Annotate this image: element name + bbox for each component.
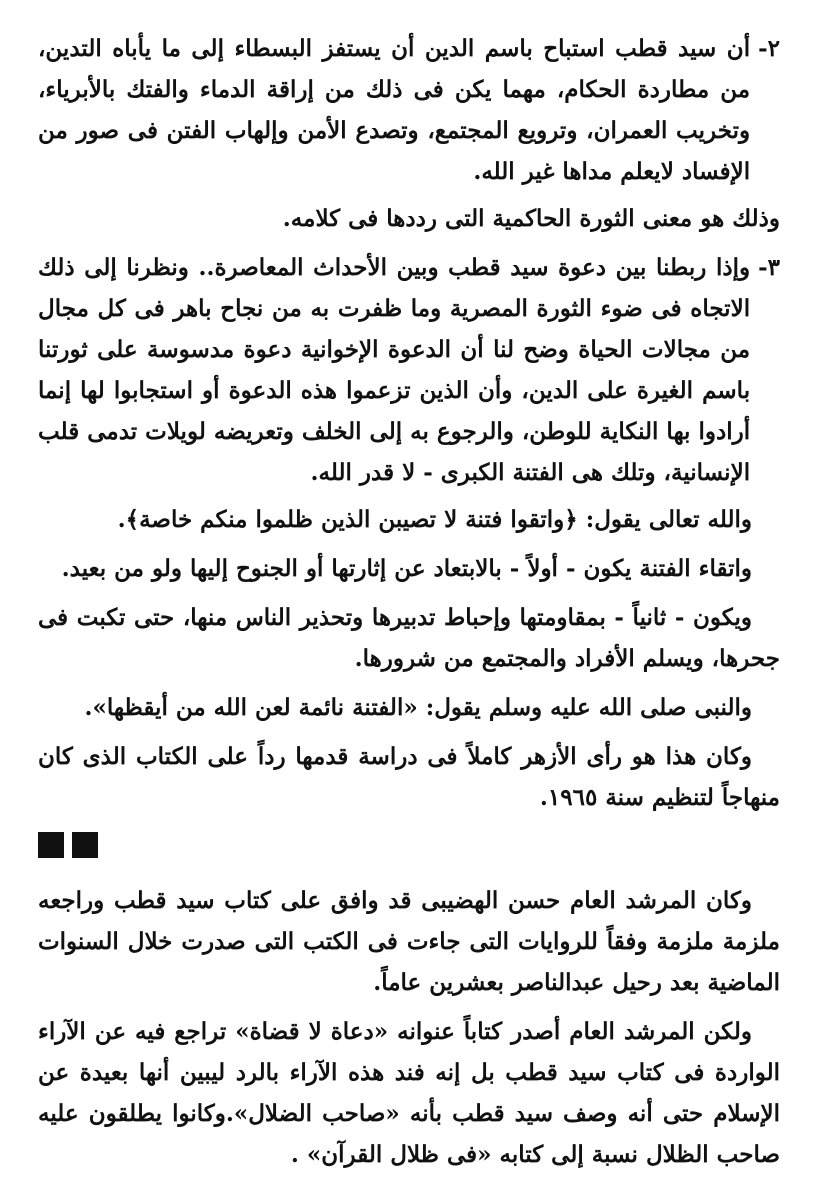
item-text: وإذا ربطنا بين دعوة سيد قطب وبين الأحداث المعاصرة.. ونظرنا إلى ذلك الاتجاه فى ضوء الثورة المصرية وما ظفرت به من نجاح باهر فى كل مجال من مجالات الحياة وضح لنا أن الدعوة الإخوانية دعوة مدسوسة على ثورتنا باسم الغيرة على الدين، وأن الذين تزعموا هذه الدعوة أو استجابوا لها إنما أرادوا بها النكاية للوطن، والرجوع به إلى الخلف وتعريضه لويلات تدمى قلب الإنسانية، وتلك هى الفتنة الكبرى - لا قدر الله. <box>38 254 751 486</box>
paragraph-hadith-quote: والنبى صلى الله عليه وسلم يقول: «الفتنة نائمة لعن الله من أيقظها». <box>84 694 752 721</box>
black-square-icon <box>38 832 64 858</box>
section-separator <box>38 832 780 860</box>
paragraph-preachers-not-judges: ولكن المرشد العام أصدر كتاباً عنوانه «دعاة لا قضاة» تراجع فيه عن الآراء الواردة فى كتاب سيد قطب بل إنه فند هذه الآراء بالرد ليبين أنها بعيدة عن الإسلام حتى أنه وصف سيد قطب بأنه «صاحب الضلال».وكانوا يطلقون عليه صاحب الظلال نسبة إلى كتابه «فى ظلال القرآن» . <box>38 1018 780 1168</box>
paragraph-second-prevention: ويكون - ثانياً - بمقاومتها وإحباط تدبيرها وتحذير الناس منها، حتى تكبت فى جحرها، ويسلم الأفراد والمجتمع من شرورها. <box>38 604 780 672</box>
paragraph-azhar-opinion: وكان هذا هو رأى الأزهر كاملاً فى دراسة قدمها رداً على الكتاب الذى كان منهاجاً لتنظيم سنة ١٩٦٥. <box>38 743 780 811</box>
numbered-item-2 <box>38 28 780 192</box>
black-square-icon <box>72 832 98 858</box>
paragraph-hudaybi: وكان المرشد العام حسن الهضيبى قد وافق على كتاب سيد قطب وراجعه ملزمة ملزمة وفقاً للروايات التى جاءت فى الكتب التى صدرت خلال السنوات الماضية بعد رحيل عبدالناصر بعشرين عاماً. <box>38 887 780 996</box>
paragraph-first-prevention: واتقاء الفتنة يكون - أولاً - بالابتعاد عن إثارتها أو الجنوح إليها ولو من بعيد. <box>61 555 752 582</box>
item-number: ٣- <box>758 254 780 281</box>
item-text: أن سيد قطب استباح باسم الدين أن يستفز البسطاء إلى ما يأباه التدين، من مطاردة الحكام، مهما يكن فى ذلك من إراقة الدماء والفتك بالأبرياء، وتخريب العمران، وترويع المجتمع، وتصدع الأمن وإلهاب الفتن فى صور من الإفساد لايعلم مداها غير الله. <box>38 35 751 185</box>
paragraph-quran-quote: والله تعالى يقول: ﴿واتقوا فتنة لا تصيبن الذين ظلموا منكم خاصة﴾. <box>117 506 752 533</box>
item-number: ٢- <box>758 35 780 62</box>
numbered-item-3 <box>38 247 780 493</box>
paragraph-hakimiya: وذلك هو معنى الثورة الحاكمية التى رددها فى كلامه. <box>282 205 780 232</box>
book-page <box>38 28 780 1175</box>
